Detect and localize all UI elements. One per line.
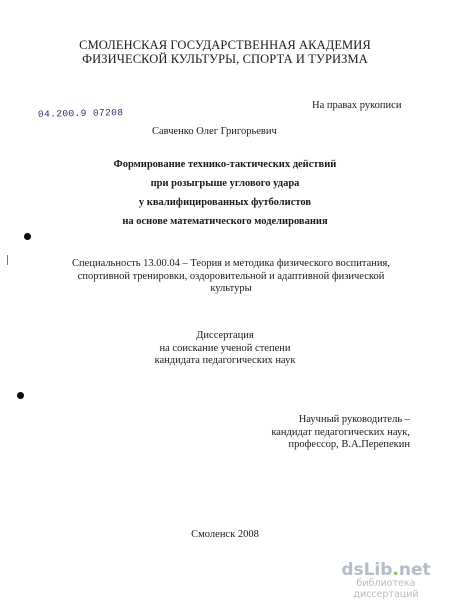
degree-line-1: Диссертация [196, 330, 254, 341]
watermark-subtitle: библиотека диссертаций [353, 578, 419, 600]
degree-line-3: кандидата педагогических наук [154, 355, 296, 366]
specialty-line-3: культуры [210, 283, 252, 294]
author-name: Савченко Олег Григорьевич [152, 126, 277, 137]
degree-line-2: на соискание ученой степени [159, 342, 291, 354]
specialty-block [66, 258, 396, 296]
margin-tick-mark [7, 255, 8, 265]
specialty-line-1: Специальность 13.00.04 – Теория и методика физического воспитания, [72, 258, 390, 269]
binding-hole-mark [24, 233, 31, 240]
logo-right: net [398, 560, 431, 580]
dissertation-title [0, 155, 450, 231]
manuscript-rights-note: На правах рукописи [312, 100, 402, 111]
city-year: Смоленск 2008 [191, 529, 259, 540]
supervisor-line-2: кандидат педагогических наук, [271, 426, 410, 438]
specialty-line-2: спортивной тренировки, оздоровительной и адаптивной физической [77, 270, 385, 282]
logo-left: dsLib [341, 560, 393, 580]
binding-hole-mark-lower [17, 392, 24, 399]
supervisor-block [270, 414, 410, 452]
institution-header [0, 38, 450, 66]
supervisor-line-3: профессор, В.А.Перепекин [288, 439, 410, 450]
dissertation-degree-block [0, 330, 450, 368]
dslib-watermark [330, 560, 442, 600]
dslib-logo [330, 560, 442, 580]
registration-stamp: 04.200.9 07208 [37, 107, 124, 120]
logo-dot: . [392, 560, 399, 580]
institution-line-1: СМОЛЕНСКАЯ ГОСУДАРСТВЕННАЯ АКАДЕМИЯ [79, 38, 371, 52]
supervisor-line-1: Научный руководитель – [298, 414, 410, 425]
title-line-4: на основе математического моделирования [122, 216, 328, 227]
title-line-3: у квалифицированных футболистов [138, 197, 312, 208]
institution-line-2: ФИЗИЧЕСКОЙ КУЛЬТУРЫ, СПОРТА И ТУРИЗМА [82, 52, 368, 66]
title-line-2: при розыгрыше углового удара [150, 178, 300, 189]
title-line-1: Формирование технико-тактических действий [113, 159, 337, 170]
